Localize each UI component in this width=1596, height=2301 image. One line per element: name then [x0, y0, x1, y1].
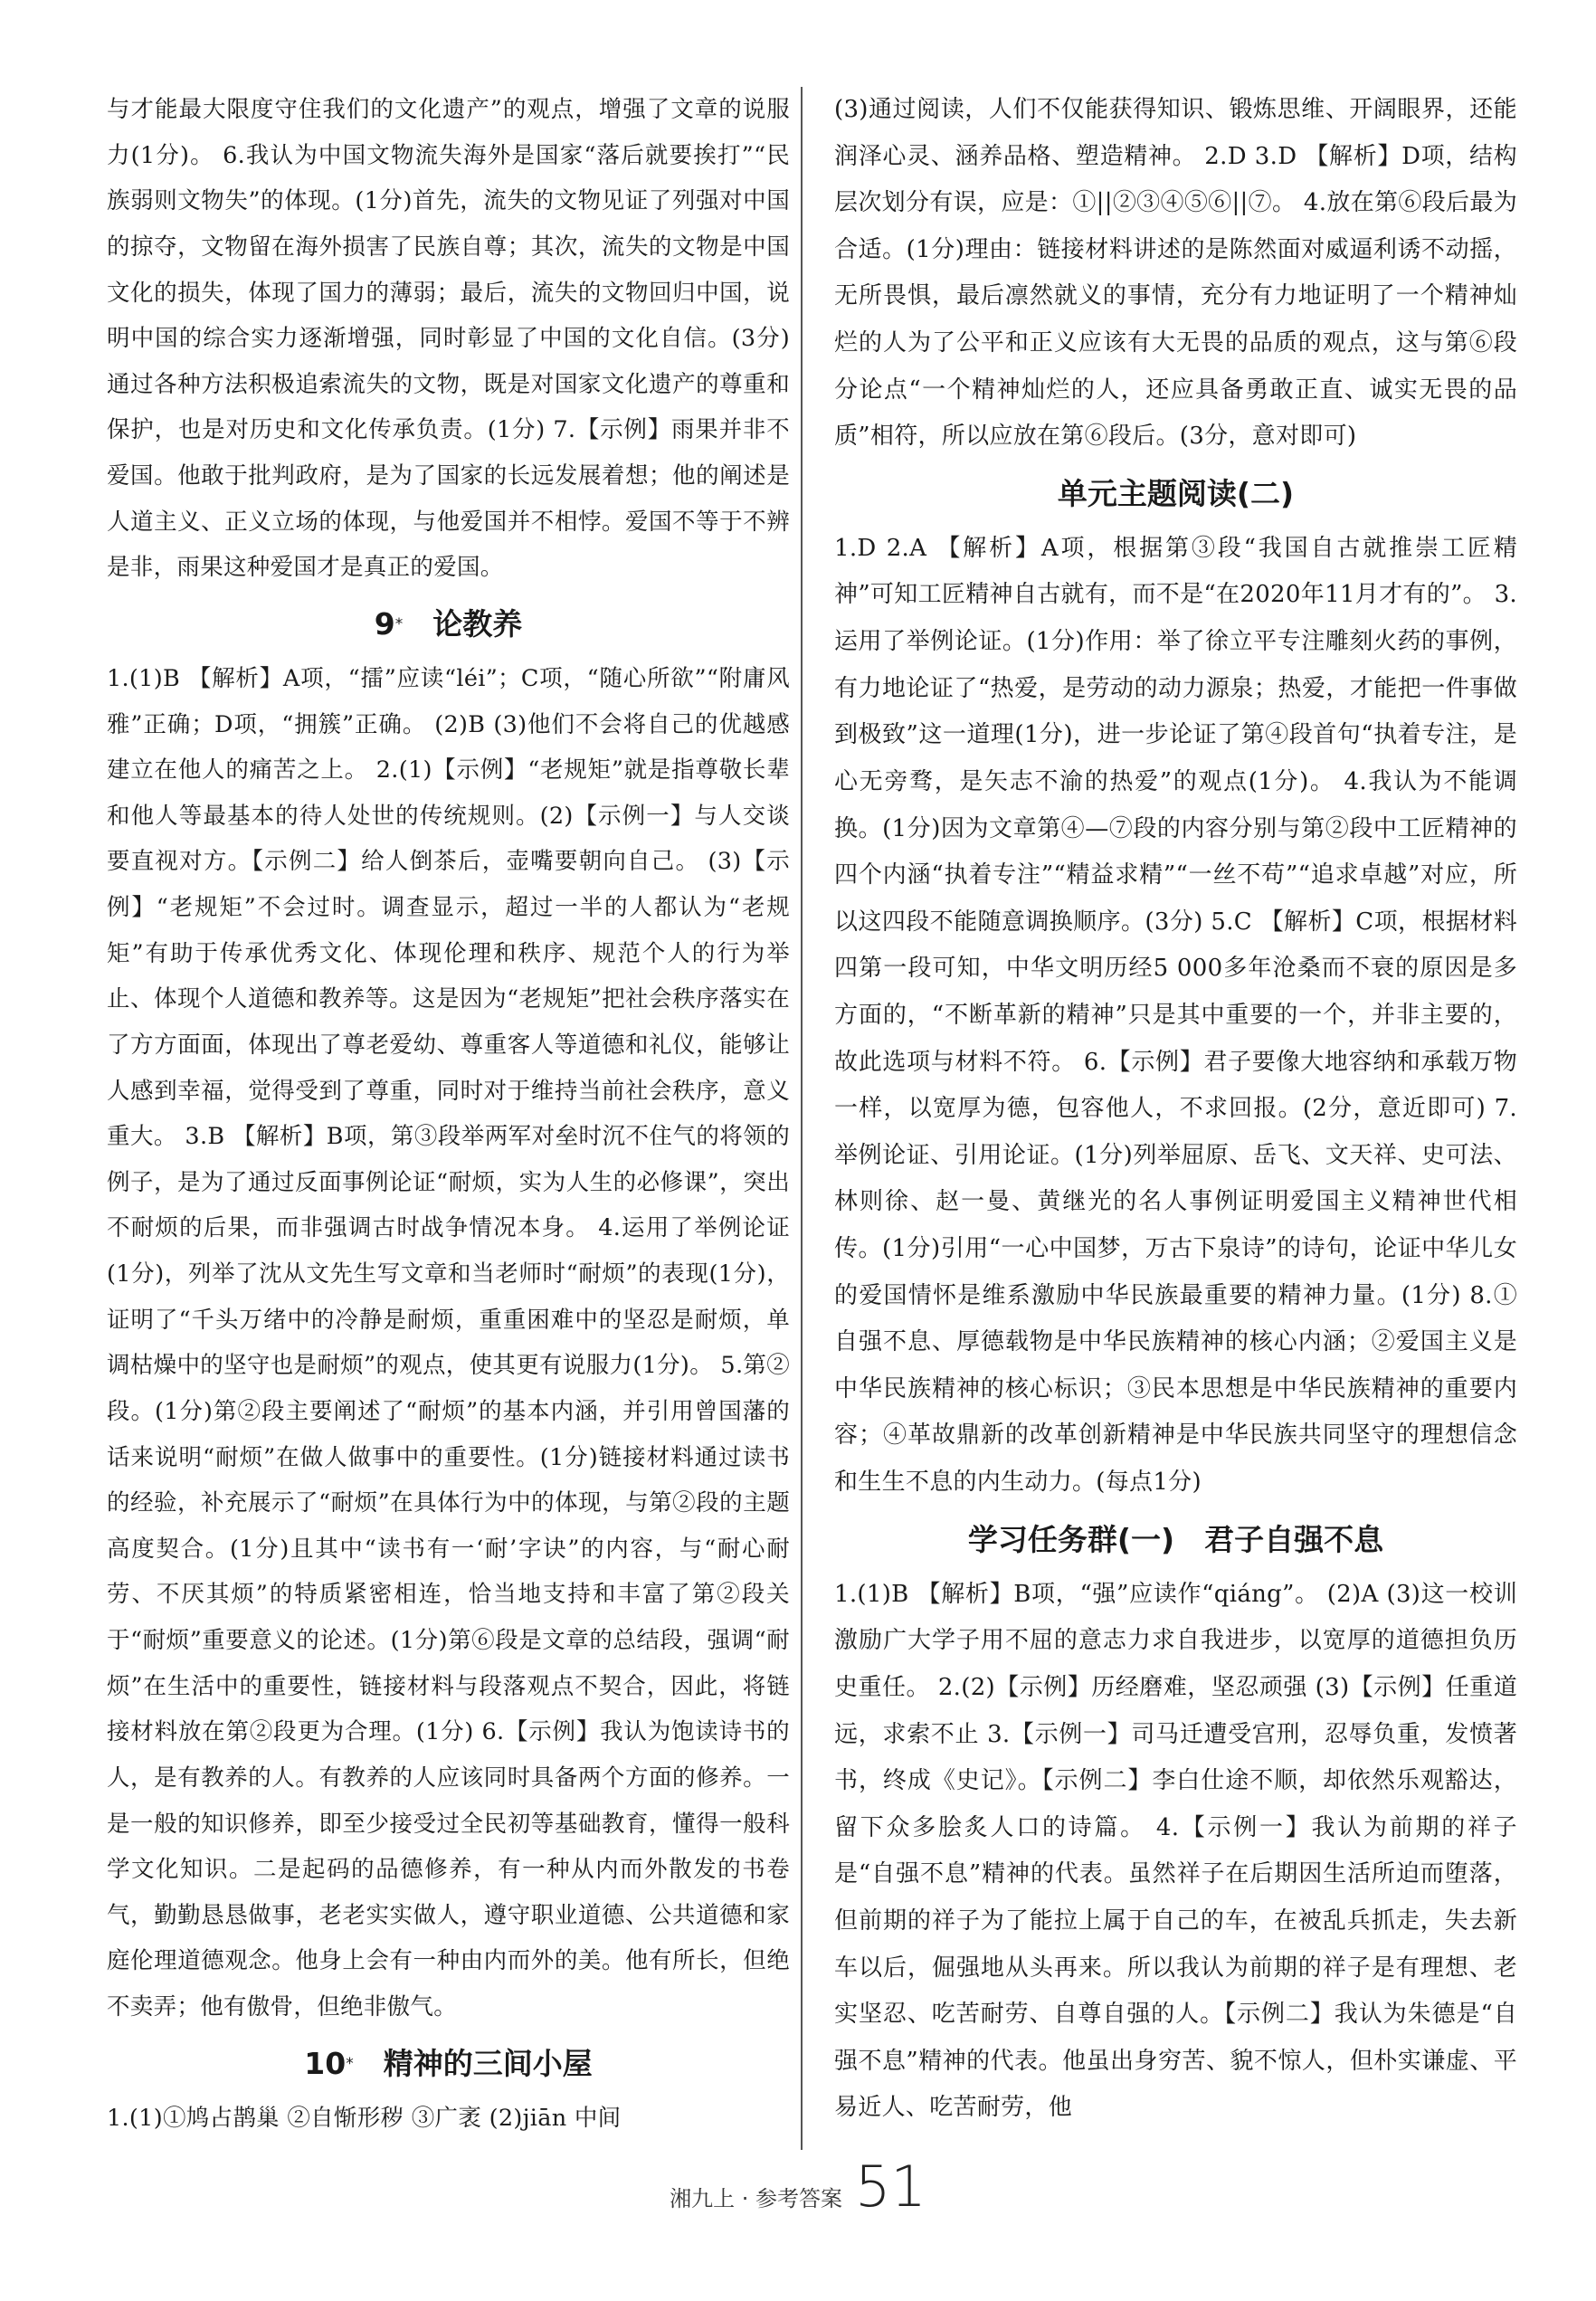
section-title: 精神的三间小屋: [383, 2045, 593, 2081]
right-column: [834, 87, 1517, 2132]
footer-label: 湘九上 · 参考答案: [670, 2186, 842, 2211]
answer-paragraph: 1.(1)B 【解析】B项，“强”应读作“qiáng”。 (2)A (3)这一校训激励广大学子用不屈的意志力求自我进步，以宽厚的道德担负历史重任。 2.(2)【示例】历经磨难，坚忍顽强 (3)【示例】任重道远，求索不止 3.【示例一】司马迁遭受宫刑，忍辱负重，发愤著书，终成《史记》。【示例二】李白仕途不顺，却依然乐观豁达，留下众多脍炙人口的诗篇。 4.【示例一】我认为前期的祥子是“自强不息”精神的代表。虽然祥子在后期因生活所迫而堕落，但前期的祥子为了能拉上属于自己的车，在被乱兵抓走，失去新车以后，倔强地从头再来。所以我认为前期的祥子是有理想、老实坚忍、吃苦耐劳、自尊自强的人。【示例二】我认为朱德是“自强不息”精神的代表。他虽出身穷苦、貌不惊人，但朴实谦虚、平易近人、吃苦耐劳，他: [834, 1580, 1517, 2122]
section-mark: *: [346, 2054, 354, 2073]
page-number: 51: [854, 2154, 926, 2220]
answer-paragraph: 与才能最大限度守住我们的文化遗产”的观点，增强了文章的说服力(1分)。 6.我认为中国文物流失海外是国家“落后就要挨打”“民族弱则文物失”的体现。(1分)首先，流失的文物见证了列强对中国的掠夺，文物留在海外损害了民族自尊；其次，流失的文物是中国文化的损失，体现了国力的薄弱；最后，流失的文物回归中国，说明中国的综合实力逐渐增强，同时彰显了中国的文化自信。(3分)通过各种方法积极追索流失的文物，既是对国家文化遗产的尊重和保护，也是对历史和文化传承负责。(1分) 7.【示例】雨果并非不爱国。他敢于批判政府，是为了国家的长远发展着想；他的阐述是人道主义、正义立场的体现，与他爱国并不相悖。爱国不等于不辨是非，雨果这种爱国才是真正的爱国。: [107, 96, 790, 582]
answer-paragraph: 1.(1)B 【解析】A项，“擂”应读“léi”；C项，“随心所欲”“附庸风雅”正确；D项，“拥簇”正确。 (2)B (3)他们不会将自己的优越感建立在他人的痛苦之上。 2.(1)【示例】“老规矩”就是指尊敬长辈和他人等最基本的待人处世的传统规则。(2)【示例一】与人交谈要直视对方。【示例二】给人倒茶后，壶嘴要朝向自己。 (3)【示例】“老规矩”不会过时。调查显示，超过一半的人都认为“老规矩”有助于传承优秀文化、体现伦理和秩序、规范个人的行为举止、体现个人道德和教养等。这是因为“老规矩”把社会秩序落实在了方方面面，体现出了尊老爱幼、尊重客人等道德和礼仪，能够让人感到幸福，觉得受到了尊重，同时对于维持当前社会秩序，意义重大。 3.B 【解析】B项，第③段举两军对垒时沉不住气的将领的例子，是为了通过反面事例论证“耐烦，实为人生的必修课”，突出不耐烦的后果，而非强调古时战争情况本身。 4.运用了举例论证(1分)，列举了沈从文先生写文章和当老师时“耐烦”的表现(1分)，证明了“千头万绪中的冷静是耐烦，重重困难中的坚忍是耐烦，单调枯燥中的坚守也是耐烦”的观点，使其更有说服力(1分)。 5.第②段。(1分)第②段主要阐述了“耐烦”的基本内涵，并引用曾国藩的话来说明“耐烦”在做人做事中的重要性。(1分)链接材料通过读书的经验，补充展示了“耐烦”在具体行为中的体现，与第②段的主题高度契合。(1分)且其中“读书有一‘耐’字诀”的内容，与“耐心耐劳、不厌其烦”的特质紧密相连，恰当地支持和丰富了第②段关于“耐烦”重要意义的论述。(1分)第⑥段是文章的总结段，强调“耐烦”在生活中的重要性，链接材料与段落观点不契合，因此，将链接材料放在第②段更为合理。(1分) 6.【示例】我认为饱读诗书的人，是有教养的人。有教养的人应该同时具备两个方面的修养。一是一般的知识修养，即至少接受过全民初等基础教育，懂得一般科学文化知识。二是起码的品德修养，有一种从内而外散发的书卷气，勤勤恳恳做事，老老实实做人，遵守职业道德、公共道德和家庭伦理道德观念。他身上会有一种由内而外的美。他有所长，但绝不卖弄；他有傲骨，但绝非傲气。: [107, 664, 790, 2021]
left-column: [107, 87, 790, 2141]
section-title: 单元主题阅读(二): [1057, 475, 1295, 511]
section-heading: [834, 466, 1517, 522]
section-heading: [107, 596, 790, 652]
answer-paragraph: (3)通过阅读，人们不仅能获得知识、锻炼思维、开阔眼界，还能润泽心灵、涵养品格、塑造精神。 2.D 3.D 【解析】D项，结构层次划分有误，应是：①||②③④⑤⑥||⑦。 4.放在第⑥段后最为合适。(1分)理由：链接材料讲述的是陈然面对威逼利诱不动摇，无所畏惧，最后凛然就义的事情，充分有力地证明了一个精神灿烂的人为了公平和正义应该有大无畏的品质的观点，这与第⑥段分论点“一个精神灿烂的人，还应具备勇敢正直、诚实无畏的品质”相符，所以应放在第⑥段后。(3分，意对即可): [834, 96, 1517, 451]
column-divider: [801, 87, 803, 2150]
section-heading: [107, 2036, 790, 2092]
answer-paragraph: 1.D 2.A 【解析】A项，根据第③段“我国自古就推崇工匠精神”可知工匠精神自古就有，而不是“在2020年11月才有的”。 3.运用了举例论证。(1分)作用：举了徐立平专注雕刻火药的事例，有力地论证了“热爱，是劳动的动力源泉；热爱，才能把一件事做到极致”这一道理(1分)，进一步论证了第④段首句“执着专注，是心无旁骛，是矢志不渝的热爱”的观点(1分)。 4.我认为不能调换。(1分)因为文章第④—⑦段的内容分别与第②段中工匠精神的四个内涵“执着专注”“精益求精”“一丝不苟”“追求卓越”对应，所以这四段不能随意调换顺序。(3分) 5.C 【解析】C项，根据材料四第一段可知，中华文明历经5 000多年沧桑而不衰的原因是多方面的，“不断革新的精神”只是其中重要的一个，并非主要的，故此选项与材料不符。 6.【示例】君子要像大地容纳和承载万物一样，以宽厚为德，包容他人，不求回报。(2分，意近即可) 7.举例论证、引用论证。(1分)列举屈原、岳飞、文天祥、史可法、林则徐、赵一曼、黄继光的名人事例证明爱国主义精神世代相传。(1分)引用“一心中国梦，万古下泉诗”的诗句，论证中华儿女的爱国情怀是维系激励中华民族最重要的精神力量。(1分) 8.①自强不息、厚德载物是中华民族精神的核心内涵；②爱国主义是中华民族精神的核心标识；③民本思想是中华民族精神的重要内容；④革故鼎新的改革创新精神是中华民族共同坚守的理想信念和生生不息的内生动力。(每点1分): [834, 534, 1517, 1497]
section-title: 学习任务群(一) 君子自强不息: [967, 1521, 1384, 1557]
page-footer: [0, 2154, 1596, 2220]
section-number: 10: [304, 2045, 347, 2081]
section-mark: *: [394, 614, 404, 633]
section-heading: [834, 1512, 1517, 1568]
section-title: 论教养: [432, 605, 523, 642]
answer-paragraph: 1.(1)①鸠占鹊巢 ②自惭形秽 ③广袤 (2)jiān 中间: [107, 2104, 622, 2132]
section-number: 9: [374, 605, 395, 642]
